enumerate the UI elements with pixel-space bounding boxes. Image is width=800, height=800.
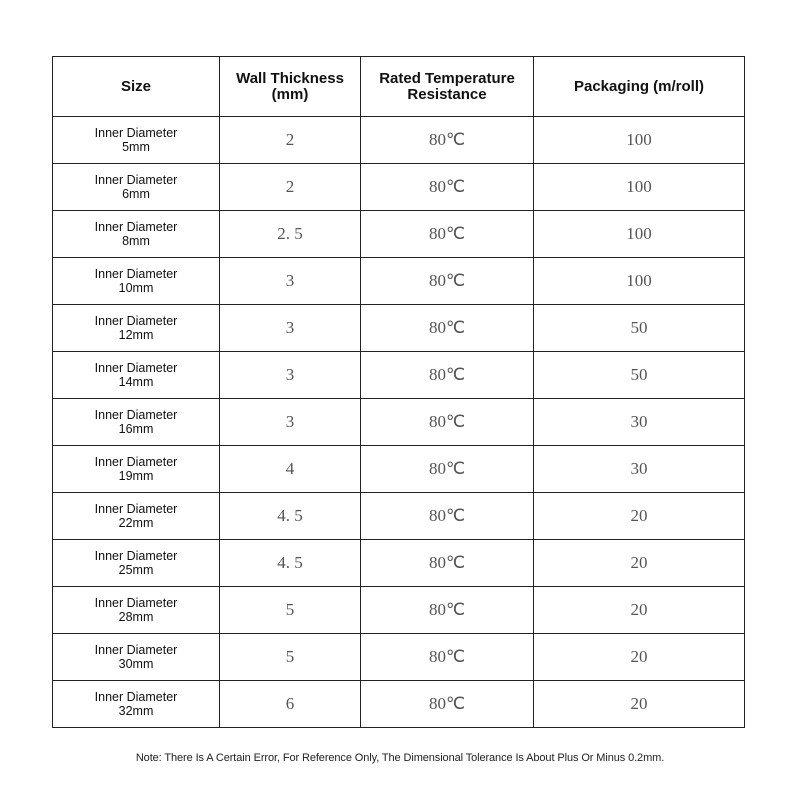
size-cell <box>53 681 220 728</box>
size-label: Inner Diameter <box>94 502 178 516</box>
packaging-cell: 50 <box>534 352 745 399</box>
wall-thickness-cell: 2 <box>220 164 361 211</box>
size-label: Inner Diameter <box>94 267 178 281</box>
size-value: 8mm <box>122 234 150 248</box>
header-wall-thickness-text: Wall Thickness (mm) <box>236 69 344 103</box>
size-value: 22mm <box>118 516 154 530</box>
temperature-cell: 80℃ <box>361 587 534 634</box>
temperature-cell: 80℃ <box>361 211 534 258</box>
wall-thickness-cell: 5 <box>220 587 361 634</box>
packaging-cell: 20 <box>534 634 745 681</box>
header-packaging: Packaging (m/roll) <box>534 57 745 117</box>
packaging-cell: 20 <box>534 681 745 728</box>
table-row <box>53 258 745 305</box>
temperature-cell: 80℃ <box>361 352 534 399</box>
table-row <box>53 634 745 681</box>
size-cell <box>53 399 220 446</box>
size-value: 12mm <box>118 328 154 342</box>
table-row <box>53 399 745 446</box>
wall-thickness-cell: 4 <box>220 446 361 493</box>
packaging-cell: 50 <box>534 305 745 352</box>
temperature-cell: 80℃ <box>361 634 534 681</box>
size-value: 32mm <box>118 704 154 718</box>
packaging-cell: 30 <box>534 399 745 446</box>
size-label: Inner Diameter <box>94 408 178 422</box>
size-cell <box>53 258 220 305</box>
header-rated-temperature-text: Rated Temperature Resistance <box>379 69 515 103</box>
table-row <box>53 211 745 258</box>
size-cell <box>53 446 220 493</box>
size-value: 10mm <box>118 281 154 295</box>
size-value: 14mm <box>118 375 154 389</box>
size-value: 19mm <box>118 469 154 483</box>
wall-thickness-cell: 6 <box>220 681 361 728</box>
temperature-cell: 80℃ <box>361 681 534 728</box>
temperature-cell: 80℃ <box>361 258 534 305</box>
size-value: 25mm <box>118 563 154 577</box>
table-body <box>53 117 745 728</box>
size-label: Inner Diameter <box>94 173 178 187</box>
table-row <box>53 446 745 493</box>
table-row <box>53 540 745 587</box>
size-value: 16mm <box>118 422 154 436</box>
size-value: 5mm <box>122 140 150 154</box>
size-cell <box>53 587 220 634</box>
size-label: Inner Diameter <box>94 220 178 234</box>
packaging-cell: 100 <box>534 164 745 211</box>
size-value: 6mm <box>122 187 150 201</box>
wall-thickness-cell: 5 <box>220 634 361 681</box>
size-label: Inner Diameter <box>94 314 178 328</box>
packaging-cell: 100 <box>534 211 745 258</box>
table-row <box>53 164 745 211</box>
table-row <box>53 587 745 634</box>
table-row <box>53 305 745 352</box>
table-row <box>53 352 745 399</box>
packaging-cell: 20 <box>534 587 745 634</box>
table-row <box>53 493 745 540</box>
wall-thickness-cell: 4. 5 <box>220 540 361 587</box>
packaging-cell: 20 <box>534 493 745 540</box>
temperature-cell: 80℃ <box>361 399 534 446</box>
size-cell <box>53 164 220 211</box>
table-row <box>53 117 745 164</box>
packaging-cell: 100 <box>534 258 745 305</box>
footnote: Note: There Is A Certain Error, For Reference Only, The Dimensional Tolerance Is About Plus Or Minus 0.2mm. <box>135 752 665 764</box>
size-cell <box>53 540 220 587</box>
header-size: Size <box>53 57 220 117</box>
size-cell <box>53 305 220 352</box>
wall-thickness-cell: 3 <box>220 352 361 399</box>
packaging-cell: 30 <box>534 446 745 493</box>
size-value: 28mm <box>118 610 154 624</box>
size-label: Inner Diameter <box>94 455 178 469</box>
size-label: Inner Diameter <box>94 126 178 140</box>
size-label: Inner Diameter <box>94 643 178 657</box>
temperature-cell: 80℃ <box>361 493 534 540</box>
size-label: Inner Diameter <box>94 549 178 563</box>
temperature-cell: 80℃ <box>361 446 534 493</box>
size-cell <box>53 493 220 540</box>
size-label: Inner Diameter <box>94 596 178 610</box>
packaging-cell: 20 <box>534 540 745 587</box>
wall-thickness-cell: 4. 5 <box>220 493 361 540</box>
size-label: Inner Diameter <box>94 361 178 375</box>
size-cell <box>53 352 220 399</box>
size-cell <box>53 211 220 258</box>
wall-thickness-cell: 2. 5 <box>220 211 361 258</box>
size-cell <box>53 117 220 164</box>
header-wall-thickness <box>220 57 361 117</box>
table-row <box>53 681 745 728</box>
size-cell <box>53 634 220 681</box>
wall-thickness-cell: 3 <box>220 258 361 305</box>
temperature-cell: 80℃ <box>361 117 534 164</box>
wall-thickness-cell: 3 <box>220 399 361 446</box>
spec-table <box>52 56 745 728</box>
size-label: Inner Diameter <box>94 690 178 704</box>
temperature-cell: 80℃ <box>361 305 534 352</box>
size-value: 30mm <box>118 657 154 671</box>
header-rated-temperature <box>361 57 534 117</box>
wall-thickness-cell: 2 <box>220 117 361 164</box>
temperature-cell: 80℃ <box>361 540 534 587</box>
wall-thickness-cell: 3 <box>220 305 361 352</box>
packaging-cell: 100 <box>534 117 745 164</box>
header-row <box>53 57 745 117</box>
temperature-cell: 80℃ <box>361 164 534 211</box>
